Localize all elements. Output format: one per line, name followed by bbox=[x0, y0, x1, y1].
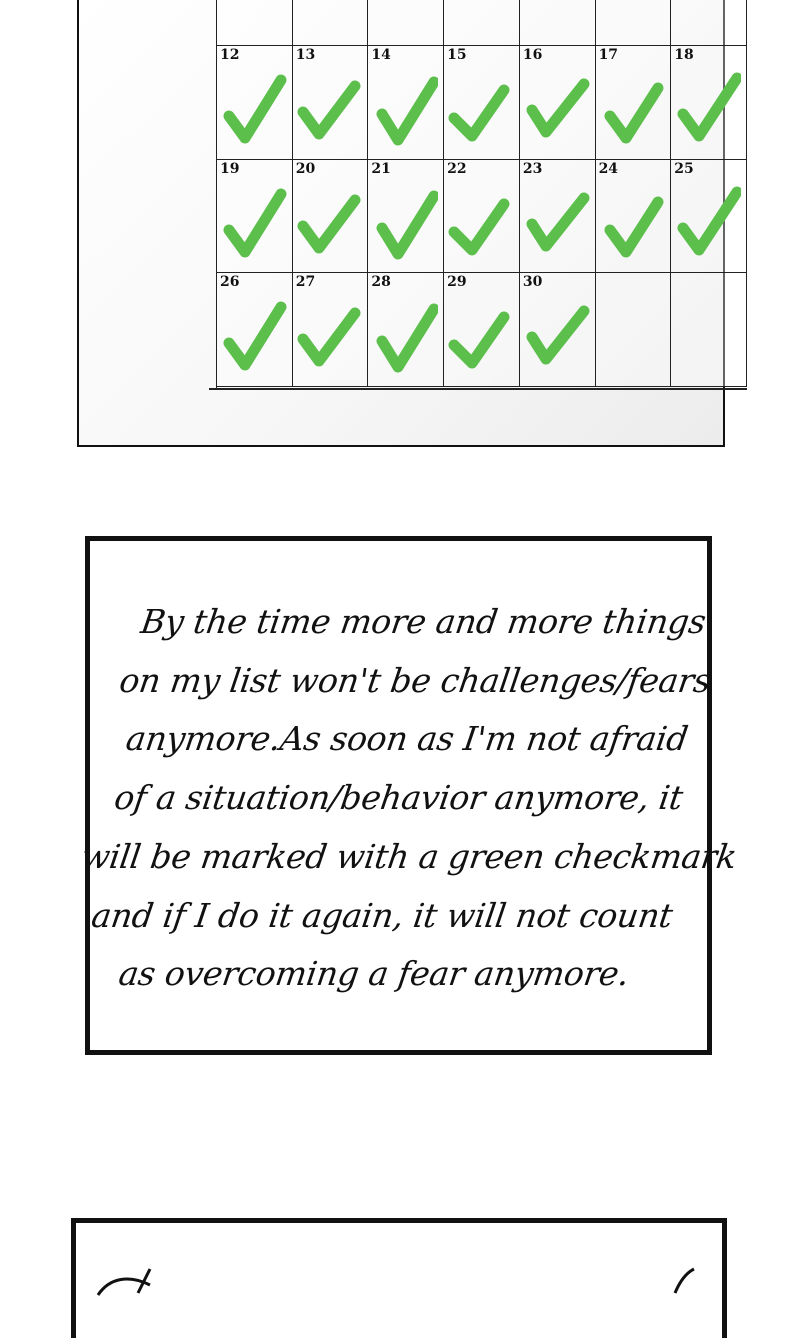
green-checkmark-icon bbox=[600, 180, 666, 266]
next-panel bbox=[71, 1218, 727, 1338]
calendar-day-cell bbox=[671, 273, 747, 387]
calendar-day-cell bbox=[596, 46, 672, 160]
note-line: on my list won't be challenges/fears bbox=[117, 660, 714, 700]
green-checkmark-icon bbox=[297, 180, 363, 266]
calendar-day-cell bbox=[671, 160, 747, 273]
note-text bbox=[61, 593, 740, 1004]
green-checkmark-icon bbox=[448, 180, 514, 266]
calendar-day-cell bbox=[444, 273, 520, 387]
green-checkmark-icon bbox=[372, 66, 438, 152]
calendar-day-number: 16 bbox=[522, 47, 543, 63]
green-checkmark-icon bbox=[297, 293, 363, 379]
calendar-day-cell bbox=[520, 0, 596, 46]
calendar-day-cell bbox=[596, 0, 672, 46]
calendar-day-cell bbox=[293, 46, 369, 160]
calendar-day-cell bbox=[368, 273, 444, 387]
calendar-day-number: 17 bbox=[598, 47, 619, 63]
calendar-day-number: 30 bbox=[522, 274, 543, 290]
calendar-day-cell bbox=[217, 273, 293, 387]
calendar-day-number: 13 bbox=[295, 47, 316, 63]
calendar-day-cell bbox=[444, 0, 520, 46]
green-checkmark-icon bbox=[221, 66, 287, 152]
calendar-day-cell bbox=[444, 160, 520, 273]
calendar-day-number: 15 bbox=[447, 47, 467, 63]
calendar-day-number: 26 bbox=[220, 274, 240, 290]
green-checkmark-icon bbox=[675, 180, 741, 266]
note-box bbox=[79, 536, 740, 1055]
calendar-day-cell bbox=[217, 160, 293, 273]
calendar-panel bbox=[77, 0, 725, 447]
note-line: anymore.As soon as I'm not afraid bbox=[123, 719, 691, 759]
calendar-day-cell bbox=[368, 0, 444, 46]
calendar-day-number: 20 bbox=[295, 161, 316, 177]
calendar-day-number: 28 bbox=[371, 274, 391, 290]
calendar-day-cell bbox=[293, 273, 369, 387]
calendar-day-number: 12 bbox=[220, 47, 240, 63]
calendar-bottom-edge bbox=[209, 388, 747, 390]
calendar-day-number: 21 bbox=[371, 161, 391, 177]
calendar-day-cell bbox=[671, 0, 747, 46]
calendar-day-cell bbox=[596, 160, 672, 273]
calendar-day-cell bbox=[293, 0, 369, 46]
calendar-day-number: 14 bbox=[371, 47, 391, 63]
calendar-day-cell bbox=[520, 273, 596, 387]
calendar-day-number: 29 bbox=[447, 274, 467, 290]
note-line: as overcoming a fear anymore. bbox=[116, 954, 632, 994]
green-checkmark-icon bbox=[524, 180, 590, 266]
note-line: By the time more and more things bbox=[138, 602, 709, 641]
calendar-day-cell bbox=[671, 46, 747, 160]
green-checkmark-icon bbox=[675, 66, 741, 152]
calendar-day-cell bbox=[520, 46, 596, 160]
cut-off-handwriting bbox=[90, 1267, 710, 1297]
calendar-day-cell bbox=[444, 46, 520, 160]
note-line: of a situation/behavior anymore, it bbox=[112, 778, 686, 818]
green-checkmark-icon bbox=[221, 180, 287, 266]
calendar-day-number: 23 bbox=[522, 161, 543, 177]
green-checkmark-icon bbox=[297, 66, 363, 152]
calendar-day-cell bbox=[293, 160, 369, 273]
calendar-day-number: 18 bbox=[674, 47, 694, 63]
green-checkmark-icon bbox=[524, 293, 590, 379]
calendar-day-number: 19 bbox=[220, 161, 240, 177]
calendar-day-cell bbox=[520, 160, 596, 273]
calendar-day-number: 27 bbox=[295, 274, 316, 290]
note-line: and if I do it again, it will not count bbox=[89, 895, 676, 935]
calendar-day-cell bbox=[596, 273, 672, 387]
green-checkmark-icon bbox=[524, 66, 590, 152]
green-checkmark-icon bbox=[448, 293, 514, 379]
calendar-day-number: 22 bbox=[447, 161, 467, 177]
calendar-day-cell bbox=[368, 160, 444, 273]
calendar-day-number: 24 bbox=[598, 161, 619, 177]
green-checkmark-icon bbox=[600, 66, 666, 152]
calendar-day-cell bbox=[217, 0, 293, 46]
green-checkmark-icon bbox=[372, 293, 438, 379]
calendar-day-number: 25 bbox=[674, 161, 694, 177]
calendar-day-cell bbox=[217, 46, 293, 160]
note-line: will be marked with a green checkmark bbox=[79, 836, 740, 876]
green-checkmark-icon bbox=[221, 293, 287, 379]
calendar-day-cell bbox=[368, 46, 444, 160]
green-checkmark-icon bbox=[372, 180, 438, 266]
green-checkmark-icon bbox=[448, 66, 514, 152]
calendar-grid bbox=[216, 0, 747, 389]
